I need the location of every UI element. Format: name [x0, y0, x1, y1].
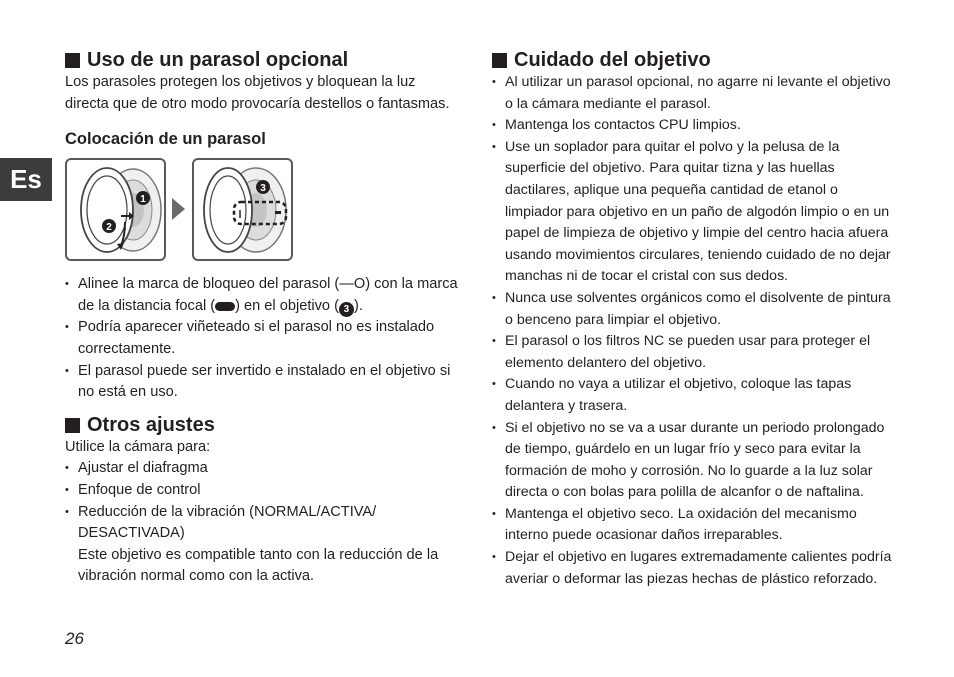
next-step-arrow-icon	[172, 198, 185, 220]
list-item: • El parasol o los filtros NC se pueden usar para proteger el elemento delantero del objetivo.	[492, 331, 892, 374]
callout-1: 1	[140, 193, 146, 205]
section-title: Otros ajustes	[87, 413, 215, 436]
list-item: • Reducción de la vibración (NORMAL/ACTIVA/ DESACTIVADA)	[65, 502, 460, 545]
hood-attachment-illustration	[65, 156, 460, 262]
focal-mark-icon	[215, 302, 235, 311]
language-tab: Es	[0, 158, 52, 201]
bullet-text: ) con la marca de la distancia focal (	[78, 276, 458, 314]
list-item: • Use un soplador para quitar el polvo y la pelusa de la superficie del objetivo. Para quitar tizna y las huellas dactilares, aplique una pequeña cantidad de etanol o limpiador para objetivo en un paño de algodón limpio o en un papel de limpieza de objetivo y limpie del centro hacia afuera usando movimientos circulares, teniendo cuidado de no dejar manchas ni de tocar el cristal con sus dedos.	[492, 137, 892, 288]
section-heading-lens-hood	[65, 49, 460, 72]
right-column	[492, 49, 892, 590]
callout-3: 3	[260, 182, 266, 194]
bullet-text: ) en el objetivo (	[235, 297, 339, 314]
list-item: • Dejar el objetivo en lugares extremadamente calientes podría averiar o deformar las piezas hechas de plástico reforzado.	[492, 547, 892, 590]
section-heading-lens-care	[492, 49, 892, 72]
page-number: 26	[65, 629, 84, 648]
vr-note: Este objetivo es compatible tanto con la reducción de la vibración normal como con la activa.	[78, 546, 439, 585]
heading-square-icon	[492, 53, 507, 68]
list-item: • Cuando no vaya a utilizar el objetivo, coloque las tapas delantera y trasera.	[492, 374, 892, 417]
callout-3-icon: 3	[339, 302, 354, 317]
list-item: • Podría aparecer viñeteado si el parasol no es instalado correctamente.	[65, 317, 460, 360]
illustration-step-3	[192, 158, 293, 261]
bullet-text: Alinee la marca de bloqueo del parasol (	[78, 276, 340, 293]
illustration-step-1-2	[65, 158, 166, 261]
heading-square-icon	[65, 418, 80, 433]
section-title: Uso de un parasol opcional	[87, 49, 349, 71]
subsection-title: Colocación de un parasol	[65, 130, 266, 149]
section-intro: Los parasoles protegen los objetivos y bloquean la luz directa que de otro modo provocaría destellos o fantasmas.	[65, 74, 450, 112]
list-item	[65, 274, 460, 317]
left-column	[65, 49, 460, 588]
section-heading-other-settings	[65, 414, 460, 437]
list-item: • Mantenga los contactos CPU limpios.	[492, 115, 892, 137]
bullet-text: ).	[353, 297, 363, 314]
settings-bullet-list	[65, 458, 460, 544]
list-item: • El parasol puede ser invertido e instalado en el objetivo si no está en uso.	[65, 361, 460, 404]
section-title: Cuidado del objetivo	[514, 49, 711, 71]
care-bullet-list	[492, 72, 892, 590]
list-item: • Ajustar el diafragma	[65, 458, 460, 480]
list-item: • Enfoque de control	[65, 480, 460, 502]
list-item: • Al utilizar un parasol opcional, no agarre ni levante el objetivo o la cámara mediante el parasol.	[492, 72, 892, 115]
list-item: • Si el objetivo no se va a usar durante un periodo prolongado de tiempo, guárdelo en un lugar frío y seco para evitar la formación de moho y corrosión. No lo guarde a la luz solar directa o con bolas para polilla de alcanfor o de naftalina.	[492, 418, 892, 504]
heading-square-icon	[65, 53, 80, 68]
list-item: • Mantenga el objetivo seco. La oxidación del mecanismo interno puede ocasionar daños irreparables.	[492, 504, 892, 547]
lock-mark-symbol: —O	[339, 276, 366, 293]
hood-bullet-list	[65, 274, 460, 404]
section-intro: Utilice la cámara para:	[65, 438, 211, 455]
list-item: • Nunca use solventes orgánicos como el disolvente de pintura o benceno para limpiar el objetivo.	[492, 288, 892, 331]
callout-2: 2	[106, 221, 112, 233]
